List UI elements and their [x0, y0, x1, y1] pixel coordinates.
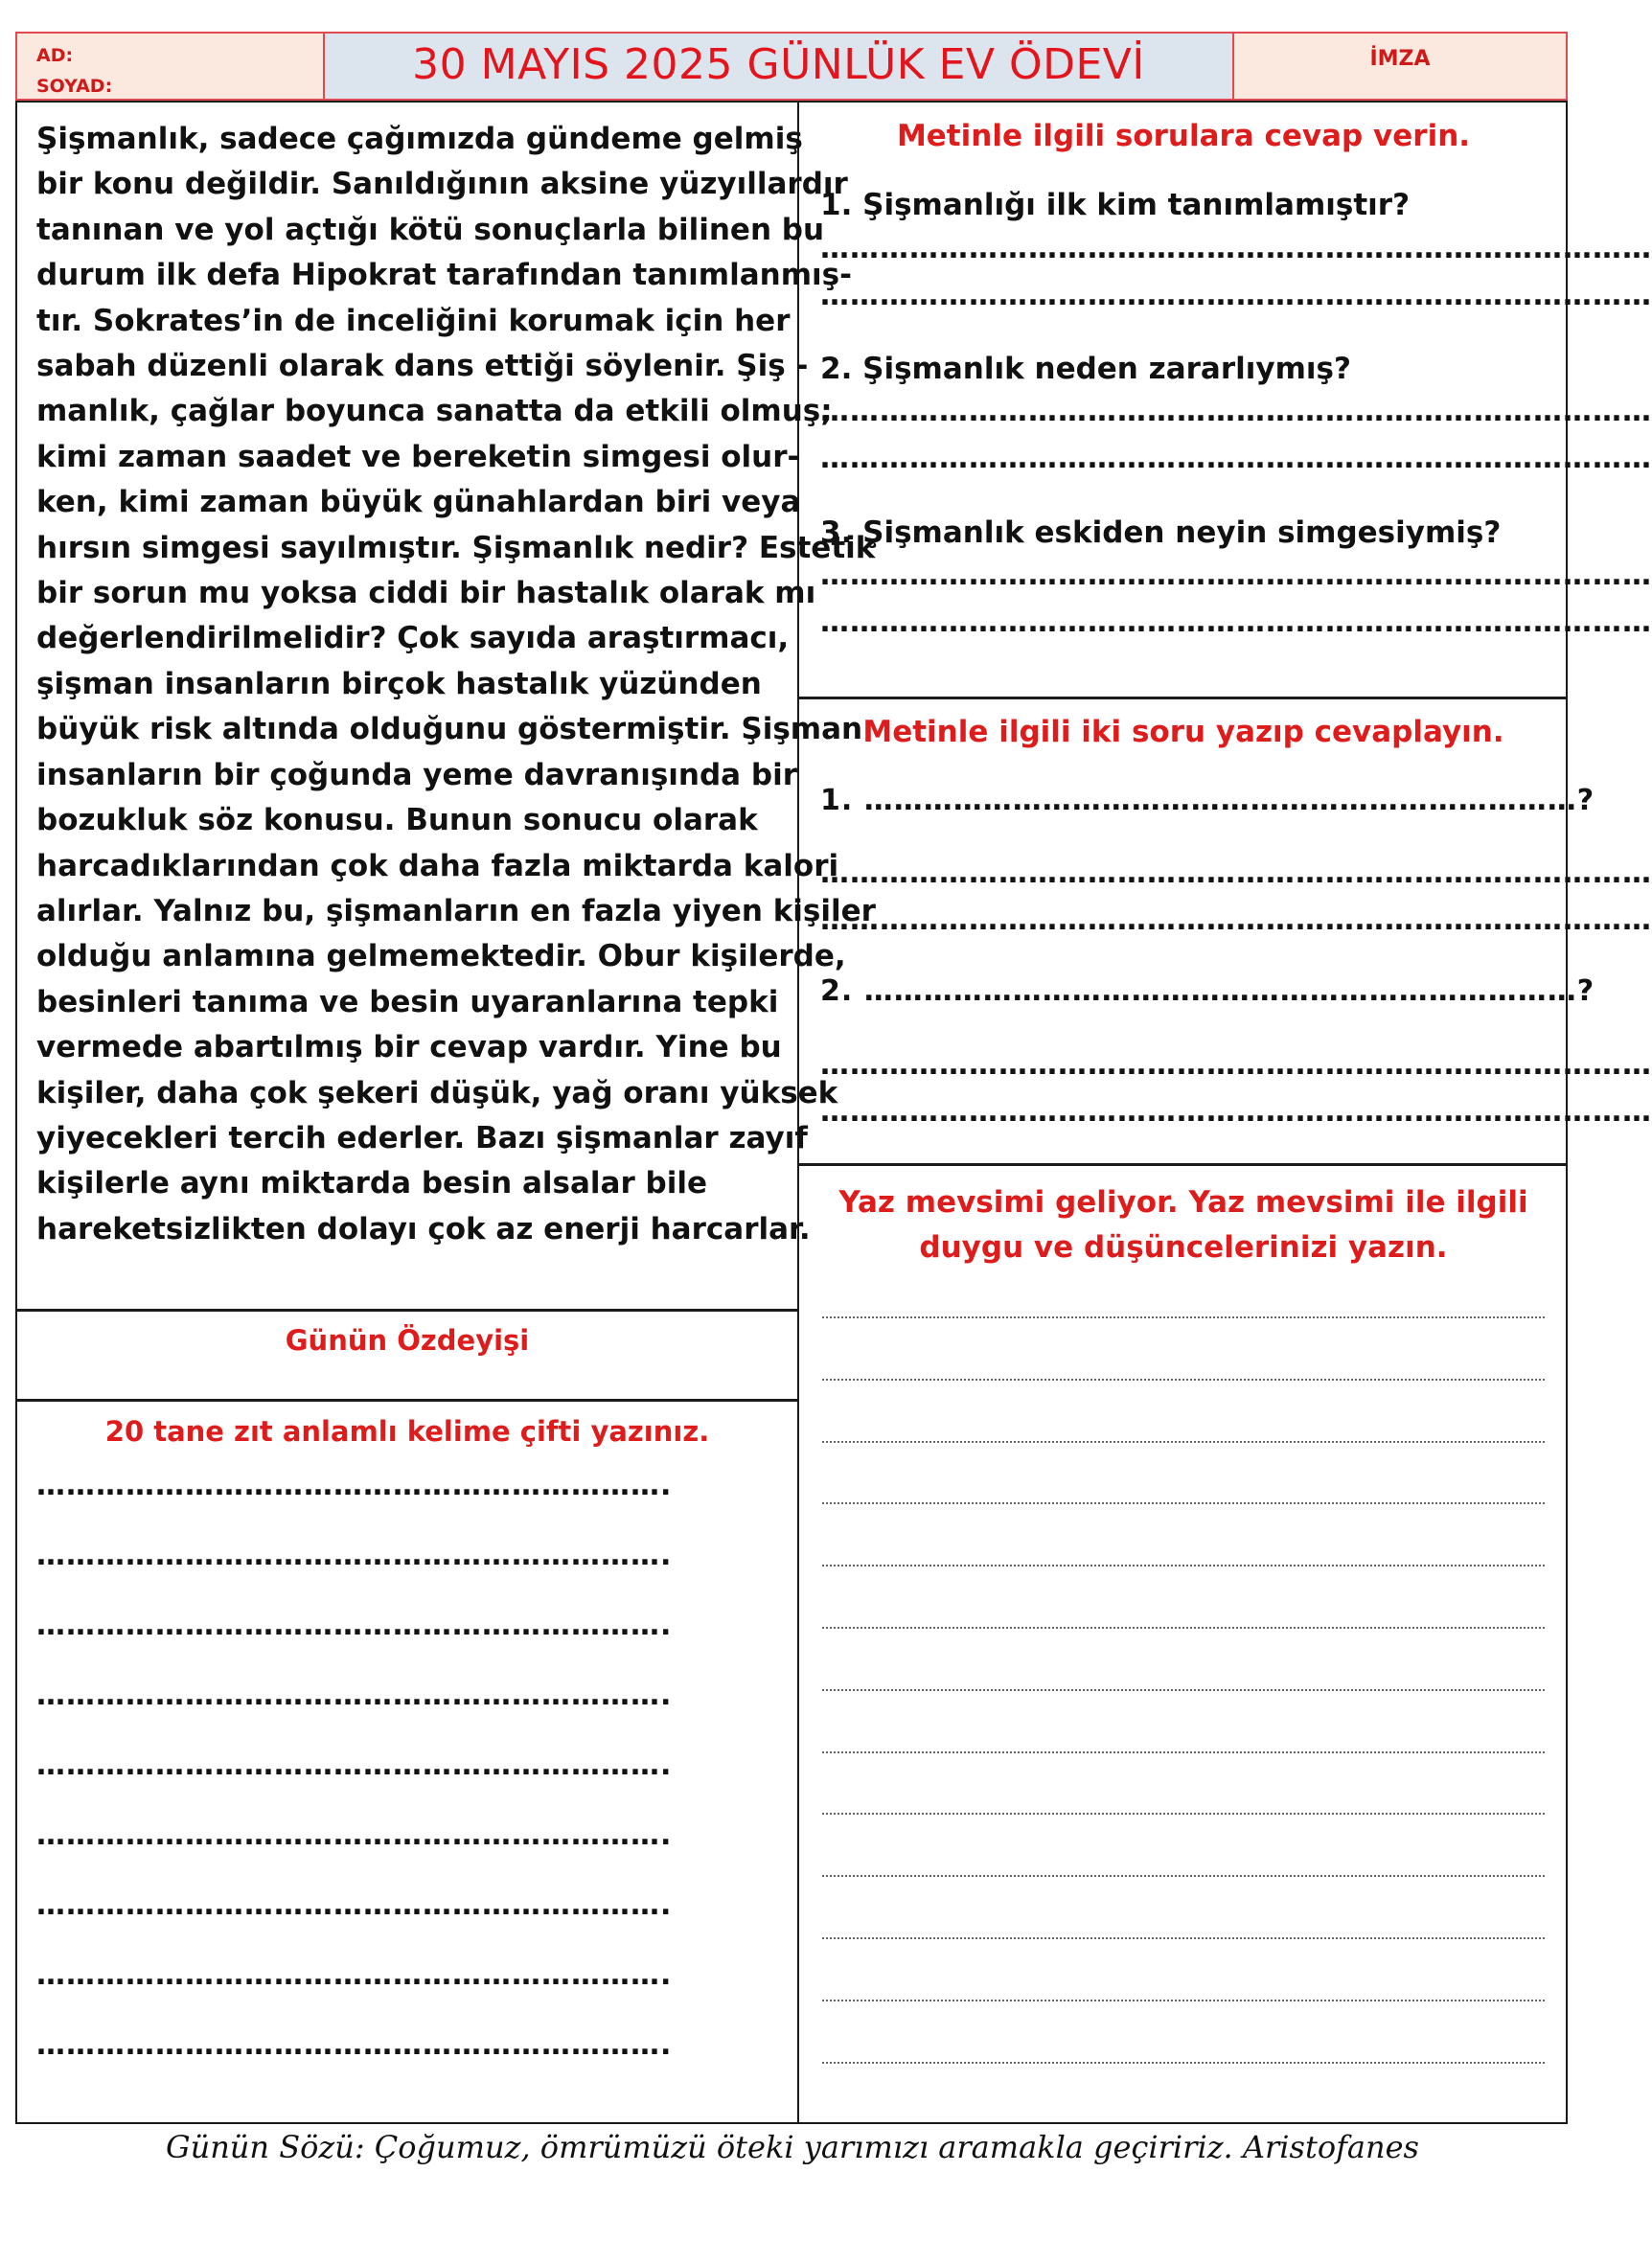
divider — [15, 1309, 799, 1312]
antonym-answer-line[interactable]: ………………………………………………………. — [36, 1958, 673, 1992]
question-1: 1. Şişmanlığı ilk kim tanımlamıştır? — [820, 188, 1411, 222]
passage-line: kişilerle aynı miktarda besin alsalar bile — [36, 1166, 707, 1201]
antonym-answer-line[interactable]: ………………………………………………………. — [36, 1818, 673, 1852]
writing-line[interactable] — [822, 1813, 1545, 1815]
passage-line: hareketsizlikten dolayı çok az enerji harcarlar. — [36, 1211, 811, 1246]
antonym-answer-line[interactable]: ………………………………………………………. — [36, 1679, 673, 1712]
answer-line[interactable]: ………………………………………………………………………… — [820, 232, 1652, 265]
page-title: 30 MAYIS 2025 GÜNLÜK EV ÖDEVİ — [412, 40, 1145, 89]
passage-line: tır. Sokrates’in de inceliğini korumak için her — [36, 303, 791, 338]
passage-line: durum ilk defa Hipokrat tarafından tanımlanmış- — [36, 258, 852, 293]
antonym-answer-line[interactable]: ………………………………………………………. — [36, 1469, 673, 1502]
writing-line[interactable] — [822, 1689, 1545, 1691]
summer-title-line-2: duygu ve düşüncelerinizi yazın. — [919, 1230, 1448, 1265]
passage-line: ken, kimi zaman büyük günahlardan biri veya — [36, 485, 801, 520]
signature-box[interactable] — [1232, 32, 1568, 101]
answer-line[interactable]: ………………………………………………………………………… — [820, 395, 1652, 428]
questions-section-title: Metinle ilgili sorulara cevap verin. — [896, 119, 1471, 153]
passage-line: bir konu değildir. Sanıldığının aksine yüzyıllardır — [36, 167, 848, 202]
antonym-answer-line[interactable]: ………………………………………………………. — [36, 1609, 673, 1642]
own-question-1-line[interactable]: 1. ………………………………………………………………? — [820, 784, 1595, 817]
passage-line: büyük risk altında olduğunu göstermiştir. Şişman — [36, 712, 863, 747]
answer-line[interactable]: ………………………………………………………………………… — [820, 559, 1652, 592]
writing-line[interactable] — [822, 1316, 1545, 1318]
writing-line[interactable] — [822, 1441, 1545, 1443]
writing-line[interactable] — [822, 1379, 1545, 1381]
antonym-answer-line[interactable]: ………………………………………………………. — [36, 2028, 673, 2062]
answer-line[interactable]: ………………………………………………………………………… — [820, 606, 1652, 639]
question-3: 3. Şişmanlık eskiden neyin simgesiymiş? — [820, 515, 1502, 550]
passage-line: alırlar. Yalnız bu, şişmanların en fazla yiyen kişiler — [36, 893, 876, 928]
writing-line[interactable] — [822, 1937, 1545, 1939]
passage-line: olduğu anlamına gelmemektedir. Obur kişilerde, — [36, 939, 846, 974]
answer-line[interactable]: ………………………………………………………………………… — [820, 1095, 1652, 1129]
reading-passage — [36, 117, 876, 1252]
writing-line[interactable] — [822, 1565, 1545, 1566]
answer-line[interactable]: ………………………………………………………………………… — [820, 279, 1652, 312]
writing-line[interactable] — [822, 1875, 1545, 1877]
name-label: AD: — [36, 45, 74, 66]
passage-line: insanların bir çoğunda yeme davranışında bir — [36, 757, 797, 792]
writing-line[interactable] — [822, 2000, 1545, 2001]
antonyms-section-title: 20 tane zıt anlamlı kelime çifti yazınız. — [104, 1415, 710, 1448]
answer-line[interactable]: ………………………………………………………………………… — [820, 1048, 1652, 1082]
quote-section-title: Günün Özdeyişi — [285, 1324, 530, 1357]
own-question-2-line[interactable]: 2. ………………………………………………………………? — [820, 974, 1595, 1008]
passage-line: Şişmanlık, sadece çağımızda gündeme gelmiş — [36, 122, 803, 156]
passage-line: sabah düzenli olarak dans ettiği söylenir. Şiş - — [36, 349, 809, 384]
antonym-answer-line[interactable]: ………………………………………………………. — [36, 1749, 673, 1782]
question-2: 2. Şişmanlık neden zararlıymış? — [820, 352, 1351, 386]
summer-title-line-1: Yaz mevsimi geliyor. Yaz mevsimi ile ilgili — [838, 1185, 1528, 1220]
divider — [15, 1399, 799, 1402]
answer-line[interactable]: ………………………………………………………………………… — [820, 903, 1652, 937]
answer-line[interactable]: ………………………………………………………………………… — [820, 442, 1652, 475]
passage-line: tanınan ve yol açtığı kötü sonuçlarla bilinen bu — [36, 212, 825, 247]
summer-section-title — [799, 1180, 1568, 1270]
writing-line[interactable] — [822, 2062, 1545, 2064]
footer-saying: Günün Sözü: Çoğumuz, ömrümüzü öteki yarımızı aramakla geçiririz. Aristofanes — [166, 2129, 1419, 2165]
signature-label: İMZA — [1369, 47, 1431, 71]
passage-line: bir sorun mu yoksa ciddi bir hastalık olarak mı — [36, 576, 816, 611]
passage-line: değerlendirilmelidir? Çok sayıda araştırmacı, — [36, 621, 790, 656]
writing-line[interactable] — [822, 1751, 1545, 1753]
passage-line: kimi zaman saadet ve bereketin simgesi olur- — [36, 439, 800, 474]
passage-line: manlık, çağlar boyunca sanatta da etkili olmuş; — [36, 394, 833, 429]
writing-line[interactable] — [822, 1502, 1545, 1504]
surname-label: SOYAD: — [36, 76, 113, 97]
passage-line: besinleri tanıma ve besin uyaranlarına tepki — [36, 984, 779, 1019]
passage-line: vermede abartılmış bir cevap vardır. Yine bu — [36, 1030, 782, 1065]
passage-line: şişman insanların birçok hastalık yüzünden — [36, 666, 762, 701]
passage-line: harcadıklarından çok daha fazla miktarda kalori — [36, 848, 839, 883]
writing-line[interactable] — [822, 1627, 1545, 1629]
passage-line: yiyecekleri tercih ederler. Bazı şişmanlar zayıf — [36, 1120, 808, 1155]
own-questions-section-title: Metinle ilgili iki soru yazıp cevaplayın. — [862, 715, 1504, 749]
page-title-box — [325, 32, 1232, 101]
answer-line[interactable]: ………………………………………………………………………… — [820, 857, 1652, 890]
antonym-answer-line[interactable]: ………………………………………………………. — [36, 1888, 673, 1922]
name-surname-box[interactable] — [15, 32, 325, 101]
passage-line: hırsın simgesi sayılmıştır. Şişmanlık nedir? Estetik — [36, 530, 876, 565]
divider — [799, 1163, 1568, 1166]
antonym-answer-line[interactable]: ………………………………………………………. — [36, 1539, 673, 1572]
passage-line: kişiler, daha çok şekeri düşük, yağ oranı yüksek — [36, 1075, 838, 1110]
passage-line: bozukluk söz konusu. Bunun sonucu olarak — [36, 803, 758, 838]
divider — [799, 697, 1568, 699]
